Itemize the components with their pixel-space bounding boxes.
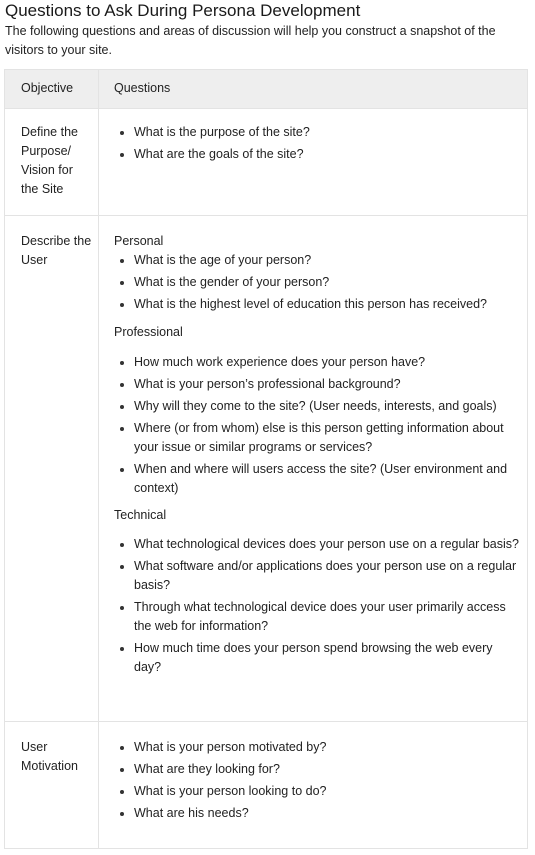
list-item: Why will they come to the site? (User needs, interests, and goals) <box>114 397 522 416</box>
list-item: What is the age of your person? <box>114 251 522 270</box>
list-item: What is the gender of your person? <box>114 273 522 292</box>
row-divider <box>5 215 527 216</box>
list-item: Where (or from whom) else is this person getting information about your issue or similar programs or services? <box>114 419 522 457</box>
section-heading: Personal <box>114 234 164 248</box>
header-questions: Questions <box>114 81 171 95</box>
list-item: What is the purpose of the site? <box>114 123 522 142</box>
header-objective: Objective <box>21 81 74 95</box>
list-item: When and where will users access the site? (User environment and context) <box>114 460 522 498</box>
objective-cell: Define the Purpose/ Vision for the Site <box>21 125 78 196</box>
section-heading: Professional <box>114 325 183 339</box>
list-item: What is your person looking to do? <box>114 782 522 801</box>
list-item: What is your person’s professional background? <box>114 375 522 394</box>
page-title: Questions to Ask During Persona Development <box>5 1 361 20</box>
question-list <box>114 535 522 680</box>
list-item: What are they looking for? <box>114 760 522 779</box>
objective-cell: Describe the User <box>21 234 92 267</box>
persona-questions-table <box>4 69 528 849</box>
objective-cell: User Motivation <box>21 740 78 773</box>
list-item: What are his needs? <box>114 804 522 823</box>
question-list <box>114 738 522 826</box>
list-item: What is your person motivated by? <box>114 738 522 757</box>
list-item: What software and/or applications does your person use on a regular basis? <box>114 557 522 595</box>
question-list <box>114 251 522 317</box>
list-item: Through what technological device does your user primarily access the web for information? <box>114 598 522 636</box>
row-divider <box>5 108 527 109</box>
list-item: What is the highest level of education this person has received? <box>114 295 522 314</box>
question-list <box>114 353 522 501</box>
section-heading: Technical <box>114 508 167 522</box>
intro-paragraph: The following questions and areas of discussion will help you construct a snapshot of the visitors to your site. <box>5 24 496 57</box>
list-item: How much time does your person spend browsing the web every day? <box>114 639 522 677</box>
list-item: How much work experience does your person have? <box>114 353 522 372</box>
list-item: What technological devices does your person use on a regular basis? <box>114 535 522 554</box>
list-item: What are the goals of the site? <box>114 145 522 164</box>
column-divider <box>98 70 99 848</box>
question-list <box>114 123 522 167</box>
row-divider <box>5 721 527 722</box>
